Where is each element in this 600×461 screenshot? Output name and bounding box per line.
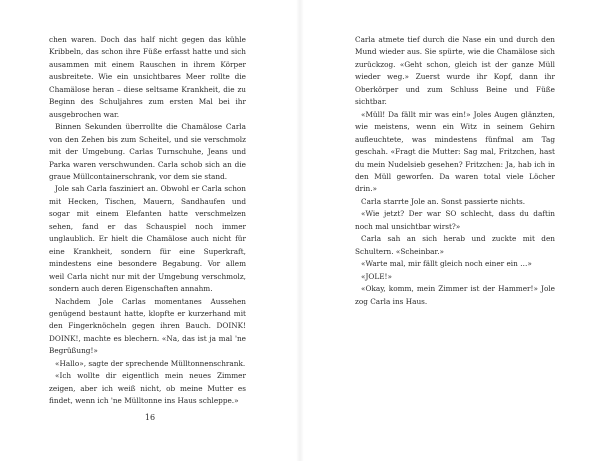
paragraph: Jole sah Carla fasziniert an. Obwohl er Carla schon mit Hecken, Tischen, Mauern, Sandhaufen und sogar mit einem Elefanten hatte verschmelzen sehen, fand er das Schauspiel noch immer unglaublich. Er hielt die Chamälose auch nicht für eine Krankheit, sondern für eine Superkraft, mindestens eine besondere Begabung. Vor allem weil Carla nicht nur mit der Umgebung verschmolz, sondern auch deren Eigenschaften annahm. <box>49 184 246 294</box>
paragraph: Carla atmete tief durch die Nase ein und durch den Mund wieder aus. Sie spürte, wie die Chamälose sich zurückzog. «Geht schon, gleich ist der ganze Müll wieder weg.» Zuerst wurde ihr Kopf, dann ihr Oberkörper und zum Schluss Beine und Füße sichtbar. <box>355 35 555 107</box>
right-page <box>300 0 600 461</box>
page-number: 16 <box>144 413 156 422</box>
paragraph: «Warte mal, mir fällt gleich noch einer ein …» <box>361 259 532 269</box>
paragraph: «Wie jetzt? Der war SO schlecht, dass du daftin noch mal unsichtbar wirst?» <box>355 209 555 231</box>
paragraph: «Ich wollte dir eigentlich mein neues Zimmer zeigen, aber ich weiß nicht, ob meine Mutter es findet, wenn ich 'ne Mülltonne ins Haus schleppe.» <box>49 371 246 406</box>
paragraph: Carla sah an sich herab und zuckte mit den Schultern. «Scheinbar.» <box>355 234 555 256</box>
left-page-text <box>49 34 246 408</box>
paragraph: chen waren. Doch das half nicht gegen das kühle Kribbeln, das schon ihre Füße erfasst hatte und sich ausammen mit einem Rauschen in ihrem Körper ausbreitete. Wie ein unsichtbares Meer rollte die Chamälose heran – diese seltsame Krankheit, die zu Beginn des Schuljahres zum ersten Mal bei ihr ausgebrochen war. <box>49 35 246 119</box>
paragraph: Carla starrte Jole an. Sonst passierte nichts. <box>361 196 526 206</box>
paragraph: «Okay, komm, mein Zimmer ist der Hammer!» Jole zog Carla ins Haus. <box>355 284 555 306</box>
paragraph: Nachdem Jole Carlas momentanes Aussehen genügend bestaunt hatte, klopfte er kurzerhand mit den Fingerknöcheln gegen ihren Bauch. DOINK! DOINK!, machte es blechern. «Na, das ist ja mal 'ne Begrüßung!» <box>49 296 246 356</box>
paragraph: Binnen Sekunden überrollte die Chamälose Carla von den Zehen bis zum Scheitel, und sie verschmolz mit der Umgebung. Carlas Turnschuhe, Jeans und Parka waren verschwunden. Carla schob sich an die graue Müllcontainerschrank, vor dem sie stand. <box>49 122 246 181</box>
paragraph: «JOLE!» <box>361 271 392 281</box>
paragraph: «Müll! Da fällt mir was ein!» Joles Augen glänzten, wie meistens, wenn ein Witz in seinem Gehirn aufleuchtete, was mindestens fünfmal am Tag geschah. «Fragt die Mutter: Sag mal, Fritzchen, hast du mein Nudelsieb gesehen? Fritzchen: Ja, hab ich in den Müll geworfen. Da waren total viele Löcher drin.» <box>355 109 555 194</box>
right-page-text <box>355 34 555 308</box>
paragraph: «Hallo», sagte der sprechende Mülltonnenschrank. <box>55 358 246 368</box>
